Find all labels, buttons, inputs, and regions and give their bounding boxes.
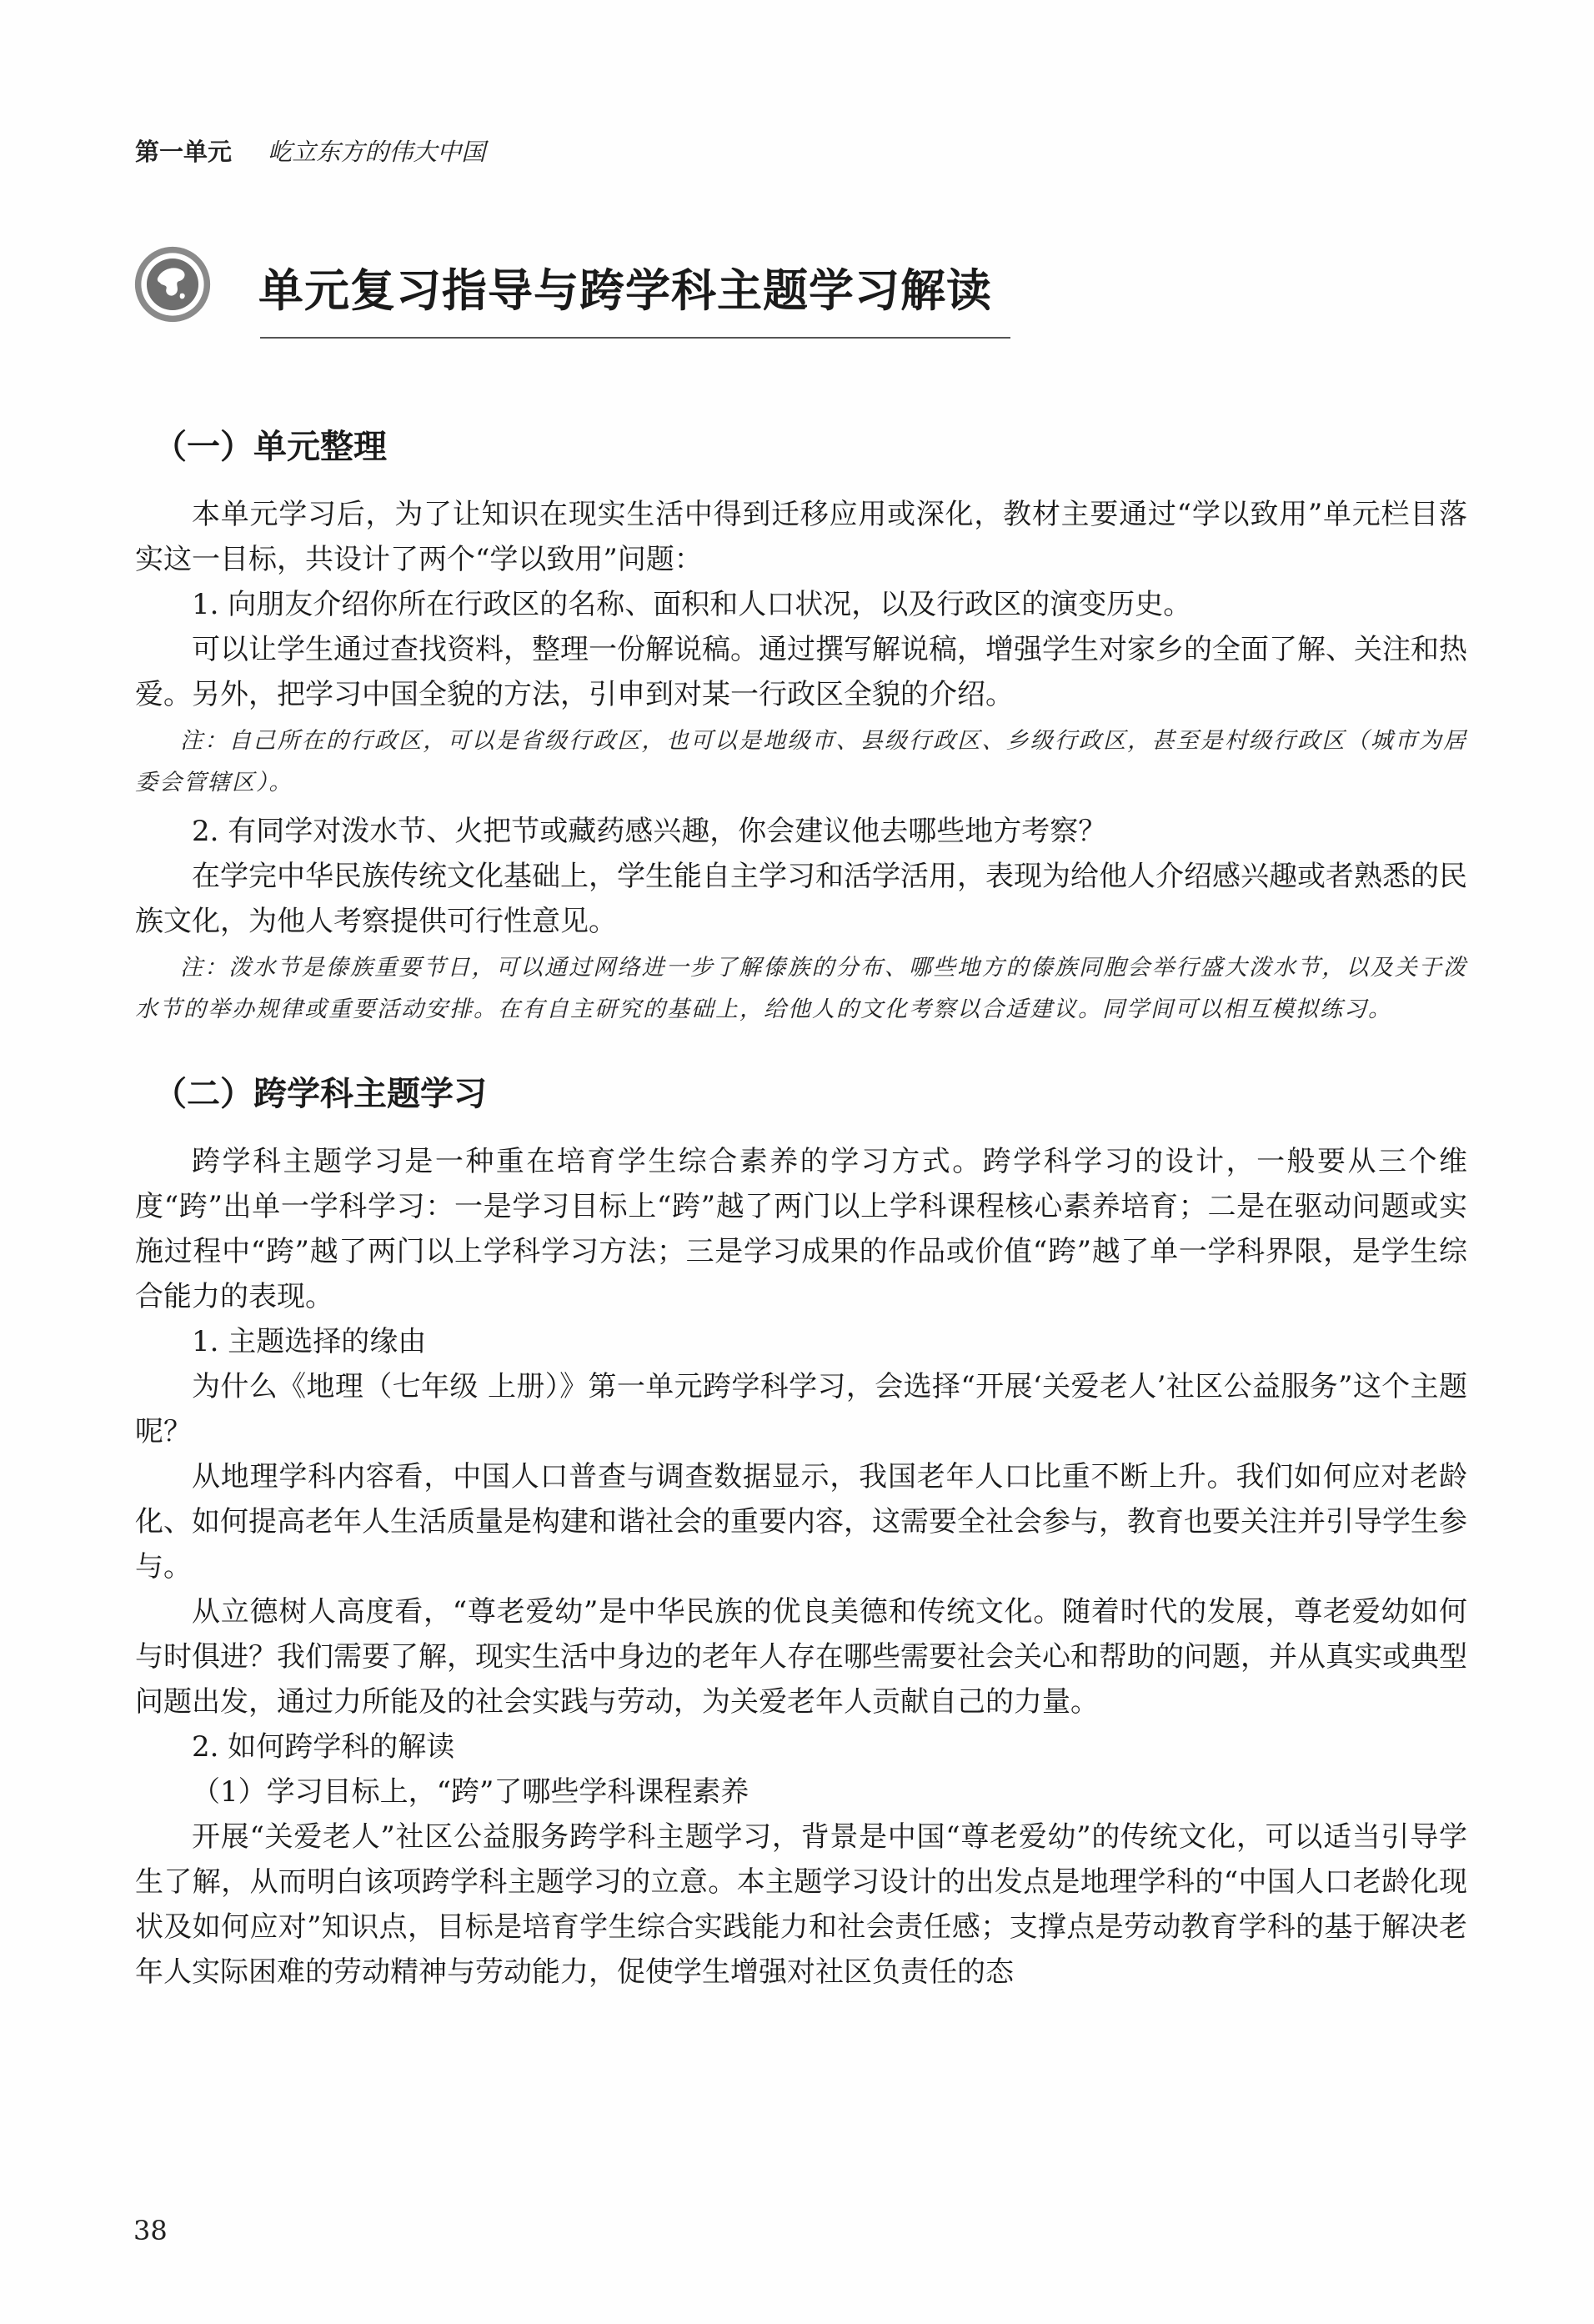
paragraph: 从地理学科内容看，中国人口普查与调查数据显示，我国老年人口比重不断上升。我们如何应对老龄化、如何提高老年人生活质量是构建和谐社会的重要内容，这需要全社会参与，教育也要关注并引导学生参与。	[135, 1460, 1467, 1584]
unit-label: 第一单元	[135, 138, 233, 166]
title-divider	[260, 337, 1010, 339]
paragraph: 2. 如何跨学科的解读	[192, 1730, 455, 1764]
paragraph: 1. 向朋友介绍你所在行政区的名称、面积和人口状况，以及行政区的演变历史。	[192, 588, 1192, 621]
paragraph: 1. 主题选择的缘由	[192, 1325, 427, 1358]
paragraph: 跨学科主题学习是一种重在培育学生综合素养的学习方式。跨学科学习的设计，一般要从三个维度“跨”出单一学科学习：一是学习目标上“跨”越了两门以上学科课程核心素养培育；二是在驱动问题或实施过程中“跨”越了两门以上学科学习方法；三是学习成果的作品或价值“跨”越了单一学科界限，是学生综合能力的表现。	[135, 1145, 1467, 1313]
paragraph: 在学完中华民族传统文化基础上，学生能自主学习和活学活用，表现为给他人介绍感兴趣或者熟悉的民族文化，为他人考察提供可行性意见。	[135, 860, 1467, 938]
note-text: 注：自己所在的行政区，可以是省级行政区，也可以是地级市、县级行政区、乡级行政区，甚至是村级行政区（城市为居委会管辖区）。	[135, 728, 1467, 796]
unit-title: 屹立东方的伟大中国	[268, 138, 486, 166]
paragraph: 为什么《地理（七年级 上册）》第一单元跨学科学习，会选择“开展‘关爱老人’社区公益服务”这个主题呢？	[135, 1370, 1467, 1448]
section-spacer	[135, 1036, 1467, 1072]
paragraph: 开展“关爱老人”社区公益服务跨学科主题学习，背景是中国“尊老爱幼”的传统文化，可以适当引导学生了解，从而明白该项跨学科主题学习的立意。本主题学习设计的出发点是地理学科的“中国人口老龄化现状及如何应对”知识点，目标是培育学生综合实践能力和社会责任感；支撑点是劳动教育学科的基于解决老年人实际困难的劳动精神与劳动能力，促使学生增强对社区负责任的态	[135, 1820, 1467, 1989]
paragraph: 可以让学生通过查找资料，整理一份解说稿。通过撰写解说稿，增强学生对家乡的全面了解、关注和热爱。另外，把学习中国全貌的方法，引申到对某一行政区全貌的介绍。	[135, 633, 1467, 711]
running-header	[135, 133, 485, 168]
main-content	[135, 425, 1467, 1995]
chapter-title-block	[133, 243, 1009, 335]
section-heading-unit-review: （一）单元整理	[153, 427, 387, 466]
paragraph: 从立德树人高度看，“尊老爱幼”是中华民族的优良美德和传统文化。随着时代的发展，尊老爱幼如何与时俱进？我们需要了解，现实生活中身边的老年人存在哪些需要社会关心和帮助的问题，并从真实或典型问题出发，通过力所能及的社会实践与劳动，为关爱老年人贡献自己的力量。	[135, 1595, 1467, 1719]
paragraph: 本单元学习后，为了让知识在现实生活中得到迁移应用或深化，教材主要通过“学以致用”单元栏目落实这一目标，共设计了两个“学以致用”问题：	[135, 498, 1467, 576]
page-number: 38	[133, 2215, 168, 2246]
section-heading-interdisciplinary: （二）跨学科主题学习	[153, 1074, 487, 1113]
paragraph: 2. 有同学对泼水节、火把节或藏药感兴趣，你会建议他去哪些地方考察？	[192, 815, 1107, 848]
chapter-title: 单元复习指导与跨学科主题学习解读	[258, 264, 992, 317]
globe-icon	[133, 245, 212, 324]
note-text: 注：泼水节是傣族重要节日，可以通过网络进一步了解傣族的分布、哪些地方的傣族同胞会举行盛大泼水节，以及关于泼水节的举办规律或重要活动安排。在有自主研究的基础上，给他人的文化考察以合适建议。同学间可以相互模拟练习。	[135, 955, 1467, 1022]
paragraph: （1）学习目标上，“跨”了哪些学科课程素养	[192, 1775, 749, 1809]
